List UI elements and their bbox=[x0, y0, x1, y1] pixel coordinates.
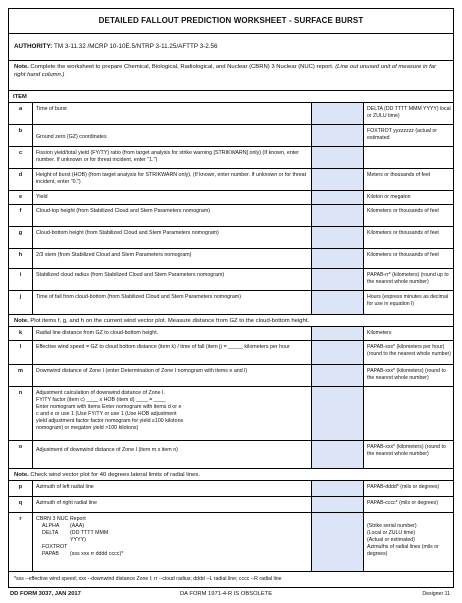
row-letter: f bbox=[9, 205, 33, 226]
row-description: Cloud-bottom height (from Stabilized Cloud and Stem Parameters nomogram) bbox=[36, 230, 219, 236]
row-l bbox=[9, 341, 453, 365]
row-g bbox=[9, 227, 453, 249]
row-unit: Kilometers or thousands of feet bbox=[367, 252, 439, 258]
row-description: Radial line distance from GZ to cloud-bottom height. bbox=[36, 330, 159, 336]
value-field-q[interactable] bbox=[311, 497, 364, 512]
row-letter: d bbox=[9, 169, 33, 190]
authority-label: AUTHORITY: bbox=[14, 43, 53, 50]
nuc-unit: (Actual or estimated) bbox=[367, 537, 415, 543]
row-letter: q bbox=[9, 497, 33, 512]
nuc-report-title: CBRN 3 NUC Report bbox=[36, 516, 86, 522]
row-letter: a bbox=[9, 103, 33, 124]
adjustment-line: nomogram) or megaton yield >100 kilotons) bbox=[36, 425, 139, 431]
row-description bbox=[36, 513, 308, 558]
row-letter: m bbox=[9, 365, 33, 386]
row-description: Time of fall from cloud-bottom (from Stabilized Cloud and Stem Parameters nomogram) bbox=[36, 294, 241, 300]
row-letter: h bbox=[9, 249, 33, 268]
note-wind bbox=[9, 469, 453, 481]
value-field-k[interactable] bbox=[311, 327, 364, 340]
row-letter: e bbox=[9, 191, 33, 204]
row-b bbox=[9, 125, 453, 147]
row-h bbox=[9, 249, 453, 269]
designer-version: Designer 11 bbox=[422, 591, 450, 597]
row-o bbox=[9, 441, 453, 469]
row-unit: FOXTROT yyzzzzzz (actual or estimated bbox=[367, 128, 437, 141]
value-field-g[interactable] bbox=[311, 227, 364, 248]
row-n-title: Adjustment calculation of downwind distance of Zone I. bbox=[36, 390, 165, 396]
row-unit bbox=[367, 387, 453, 390]
row-unit: Kilometers or thousands of feet bbox=[367, 208, 439, 214]
value-field-n[interactable] bbox=[311, 387, 364, 440]
nuc-report-lines bbox=[36, 523, 308, 558]
row-description: Azimuth of left radial line bbox=[36, 484, 94, 490]
authority-text: TM 3-11.32 /MCRP 10-10E.5/NTRP 3-11.25/AFTTP 3-2.56 bbox=[54, 43, 218, 50]
row-description: Ground zero (GZ) coordinates bbox=[36, 134, 107, 140]
note-text: Check wind vector plot for 40 degrees lateral limits of radial lines. bbox=[30, 472, 200, 478]
row-description: Time of burst bbox=[36, 106, 67, 112]
nuc-line-key: PAPAB bbox=[42, 551, 59, 557]
row-letter: l bbox=[9, 341, 33, 364]
form-frame bbox=[8, 8, 454, 588]
value-field-e[interactable] bbox=[311, 191, 364, 204]
row-q bbox=[9, 497, 453, 513]
row-i bbox=[9, 269, 453, 291]
row-unit: Kilometers bbox=[367, 330, 392, 336]
value-field-p[interactable] bbox=[311, 481, 364, 496]
row-description: 2/3 stem (from Stabilized Cloud and Stem Parameters nomogram) bbox=[36, 252, 192, 258]
value-field-m[interactable] bbox=[311, 365, 364, 386]
nuc-unit: Azimuths of radial lines (mils or degrees) bbox=[367, 544, 439, 557]
note-label: Note. bbox=[14, 318, 29, 324]
value-field-l[interactable] bbox=[311, 341, 364, 364]
nuc-line-value: (DD TTTT MMM YYYY) bbox=[70, 530, 109, 543]
value-field-b[interactable] bbox=[311, 125, 364, 146]
row-n bbox=[9, 387, 453, 441]
note-plot bbox=[9, 315, 453, 327]
adjustment-line: c and e or use 1 (Use FY/TY or use 1 (Use HOB adjustment bbox=[36, 411, 177, 417]
row-unit: Kiloton or megaton bbox=[367, 194, 411, 200]
form-footer bbox=[8, 589, 454, 601]
row-description: Yield bbox=[36, 194, 48, 200]
nuc-line-key: FOXTROT bbox=[42, 544, 68, 550]
authority-line bbox=[9, 33, 453, 61]
row-letter: r bbox=[9, 513, 33, 571]
row-c bbox=[9, 147, 453, 169]
row-unit: PAPAB-dddd* (mils or degrees) bbox=[367, 484, 440, 490]
obsolete-notice: DA FORM 1971-4-R IS OBSOLETE bbox=[180, 591, 273, 597]
row-description: Azimuth of right radial line bbox=[36, 500, 97, 506]
item-header: ITEM bbox=[9, 91, 453, 103]
row-r bbox=[9, 513, 453, 571]
row-description: Downwind distance of Zone I (enter Determination of Zone I nomogram with items e and l) bbox=[36, 368, 248, 374]
row-unit bbox=[367, 147, 453, 150]
nuc-line-key: ALPHA bbox=[42, 523, 60, 529]
row-letter: k bbox=[9, 327, 33, 340]
row-letter: o bbox=[9, 441, 33, 468]
form-number: DD FORM 3037, JAN 2017 bbox=[10, 591, 81, 597]
adjustment-line: yield adjustment factor factor nomogram for yield ≤100 kilotons bbox=[36, 418, 184, 424]
row-description bbox=[36, 387, 308, 432]
row-unit: Hours (express minutes as decimal for use in equation l) bbox=[367, 294, 449, 307]
adjustment-lines bbox=[36, 397, 308, 432]
row-unit: PAPAB-sss* (kilometers per hour) (round to the nearest whole number) bbox=[367, 344, 451, 357]
nuc-unit: (Local or ZULU time) bbox=[367, 530, 416, 536]
note-label: Note. bbox=[14, 472, 29, 478]
row-unit: Meters or thousands of feet bbox=[367, 172, 431, 178]
footnote: *sss --effective wind speed; xxx --downwind distance Zone I; rr --cloud radius; dddd --L radial line; cccc --R radial line bbox=[9, 571, 453, 587]
row-unit: DELTA (DD TTTT MMM YYYY) local or ZULU time) bbox=[367, 106, 451, 119]
row-letter: c bbox=[9, 147, 33, 168]
row-letter: g bbox=[9, 227, 33, 248]
row-unit bbox=[367, 513, 453, 558]
nuc-line-key: DELTA bbox=[42, 530, 59, 536]
row-j bbox=[9, 291, 453, 315]
row-description: Effective wind speed = GZ to cloud bottom distance (item k) / time of fall (item j) = _____ kilometers per hour bbox=[36, 344, 290, 350]
adjustment-line: FY/TY factor (item c) ____ x HOB (item d) ____ = ____ bbox=[36, 397, 166, 403]
note-text: Plot items f, g, and h on the current wind vector plot. Measure distance from GZ to the cloud-bottom height. bbox=[30, 318, 310, 324]
row-letter: i bbox=[9, 269, 33, 290]
row-description: Stabilized cloud radius (from Stabilized Cloud and Stem Parameters nomogram) bbox=[36, 272, 225, 278]
row-a bbox=[9, 103, 453, 125]
row-unit: PAPAB-cccc* (mils or degrees) bbox=[367, 500, 439, 506]
row-d bbox=[9, 169, 453, 191]
row-description: Height of burst (HOB) (from target analysis for STRIKWARN only). (If known, enter number. If unknown or for threat incident, enter "0.") bbox=[36, 172, 307, 185]
row-description: Cloud-top height (from Stabilized Cloud and Stem Parameters nomogram) bbox=[36, 208, 210, 214]
note-instructions bbox=[9, 61, 453, 91]
value-field-j[interactable] bbox=[311, 291, 364, 314]
value-field-f[interactable] bbox=[311, 205, 364, 226]
note-italic: (Line out unused unit of measure in far right hand column.) bbox=[14, 64, 437, 78]
row-unit: Kilometers or thousands of feet bbox=[367, 230, 439, 236]
nuc-line-value: (AAA) bbox=[70, 523, 85, 529]
row-letter: p bbox=[9, 481, 33, 496]
nuc-unit: (Strike serial number) bbox=[367, 523, 417, 529]
row-letter: j bbox=[9, 291, 33, 314]
row-unit: PAPAB-xxx* (kilometers) (round to the nearest whole number) bbox=[367, 444, 446, 457]
row-letter: n bbox=[9, 387, 33, 440]
value-field-d[interactable] bbox=[311, 169, 364, 190]
value-field-i[interactable] bbox=[311, 269, 364, 290]
row-p bbox=[9, 481, 453, 497]
row-letter: b bbox=[9, 125, 33, 146]
value-field-h[interactable] bbox=[311, 249, 364, 268]
row-description: Fission yield/total yield (FY/TY) ratio (from target analysis for strike warning [STRIKWARN] only) (If known, enter number. If unknown or for threat incident, enter "1.") bbox=[36, 150, 299, 163]
row-unit: PAPAB-xxx* (kilometers) (round to the nearest whole number) bbox=[367, 368, 446, 381]
row-f bbox=[9, 205, 453, 227]
value-field-r[interactable] bbox=[311, 513, 364, 571]
row-unit: PAPAB-rr* (kilometers) (round up to the nearest whole number) bbox=[367, 272, 449, 285]
row-m bbox=[9, 365, 453, 387]
note-label: Note. bbox=[14, 64, 29, 70]
value-field-c[interactable] bbox=[311, 147, 364, 168]
nuc-line-value: (sss xxx rr dddd cccc)* bbox=[70, 551, 124, 557]
value-field-o[interactable] bbox=[311, 441, 364, 468]
row-k bbox=[9, 327, 453, 341]
adjustment-line: Enter nomogram with items Enter nomogram with items d or e bbox=[36, 404, 182, 410]
nuc-line-value bbox=[70, 544, 120, 551]
value-field-a[interactable] bbox=[311, 103, 364, 124]
row-e bbox=[9, 191, 453, 205]
form-title: DETAILED FALLOUT PREDICTION WORKSHEET - SURFACE BURST bbox=[9, 9, 453, 34]
row-description: Adjustment of downwind distance of Zone I (item m x item n) bbox=[36, 447, 178, 453]
note-text: Complete the worksheet to prepare Chemical, Biological, Radiological, and Nuclear (CBRN) 3 Nuclear (NUC) report. bbox=[30, 64, 334, 70]
